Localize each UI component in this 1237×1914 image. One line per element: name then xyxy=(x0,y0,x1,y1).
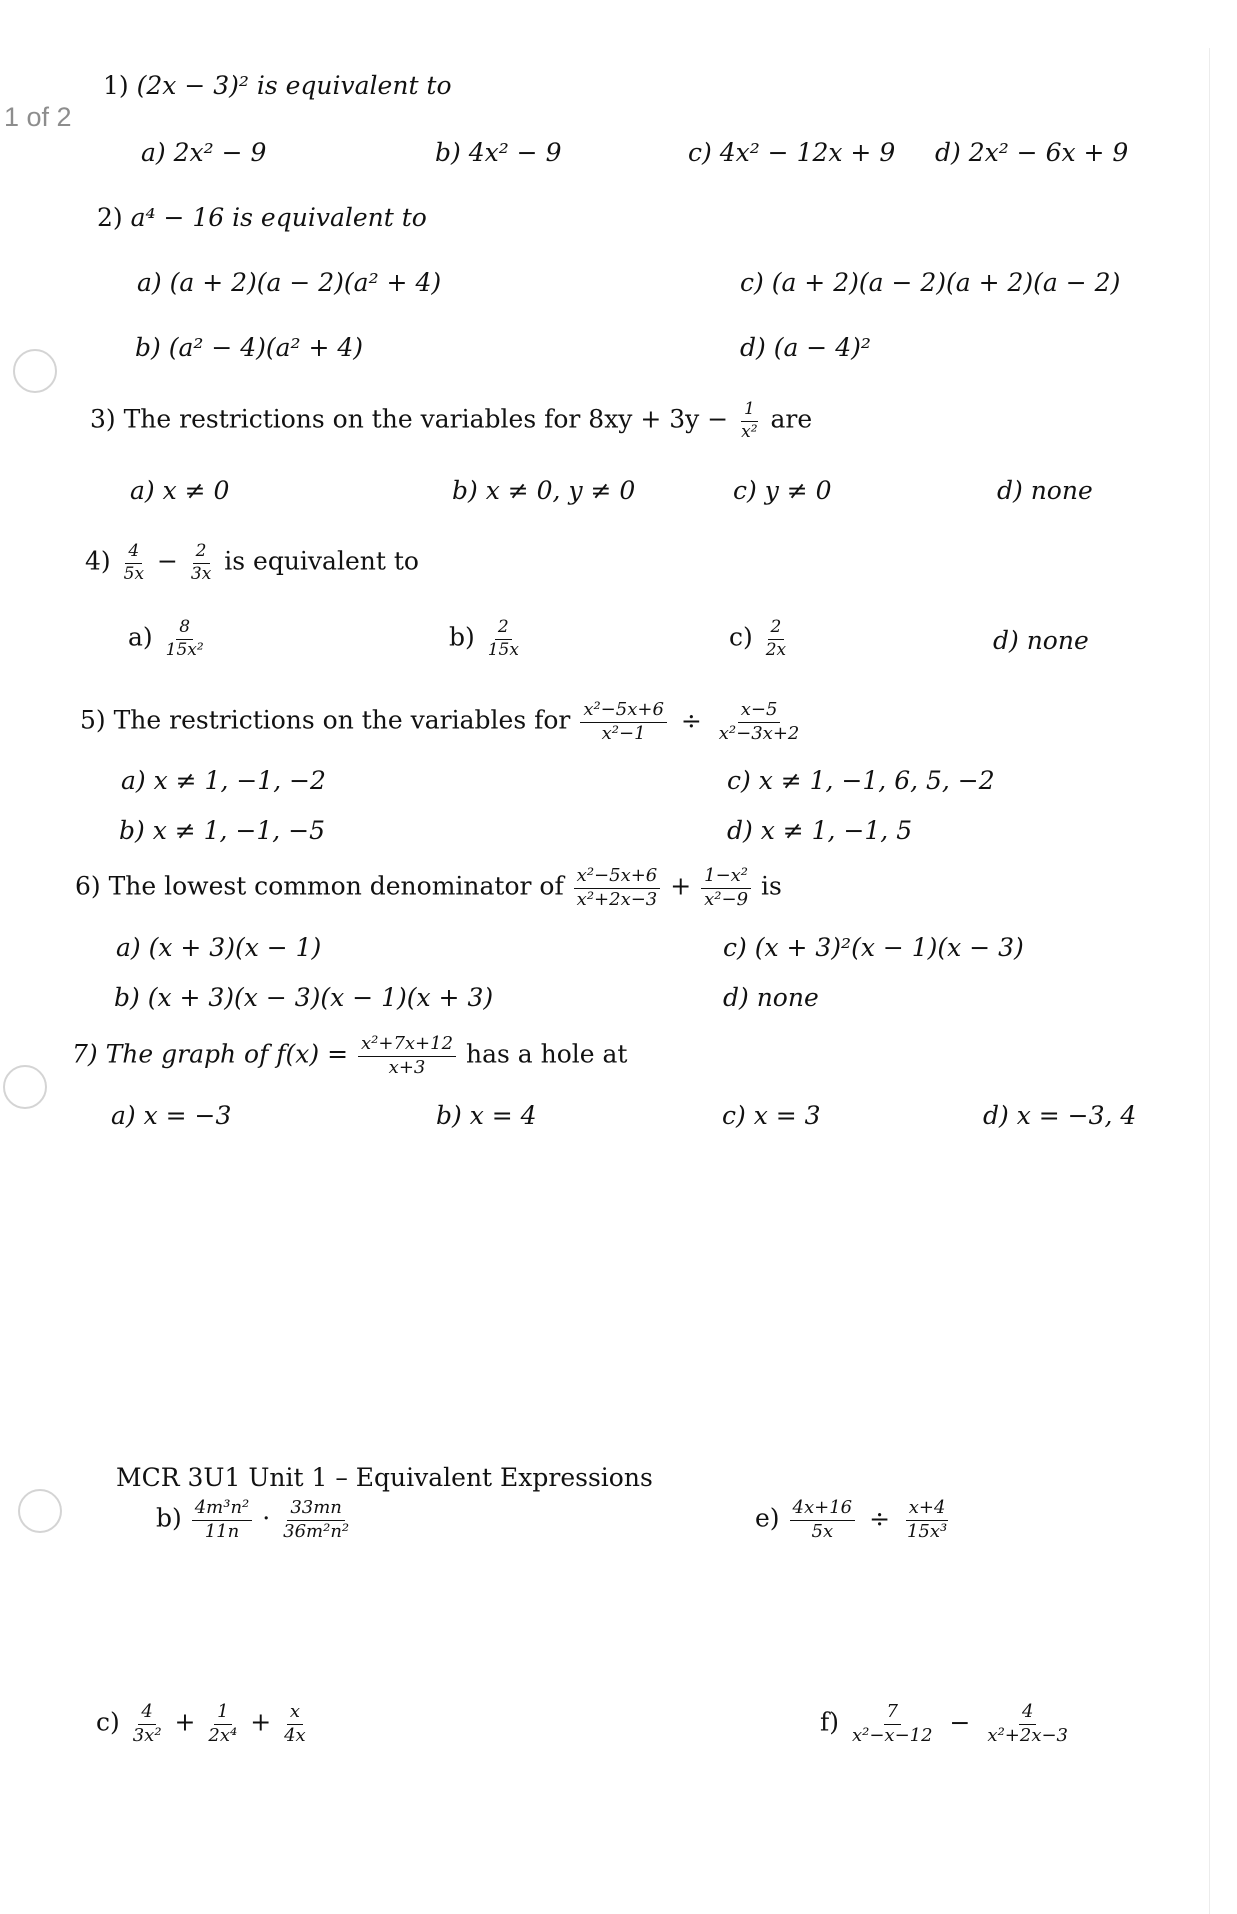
exercise-b-f1-num: 4m³n² xyxy=(192,1498,253,1521)
exercise-e-fraction-2 xyxy=(904,1498,950,1542)
q3-frac-den: x² xyxy=(741,421,758,442)
page-indicator: 1 of 2 xyxy=(4,102,72,132)
q3-option-d[interactable]: d) none xyxy=(997,476,1093,505)
q4-c-label: c) xyxy=(729,622,753,652)
exercise-f xyxy=(820,1702,1073,1746)
q4-number: 4) xyxy=(85,546,111,576)
q1-number: 1) xyxy=(103,71,129,100)
q3-option-b[interactable]: b) x ≠ 0, y ≠ 0 xyxy=(452,476,636,505)
selection-circle-2[interactable] xyxy=(3,1065,47,1109)
q4-option-b[interactable] xyxy=(449,618,524,660)
q7-stem-prefix: 7) The graph of f(x) = xyxy=(72,1039,349,1069)
exercise-f-f1-den: x²−x−12 xyxy=(851,1724,933,1746)
q3-option-a[interactable]: a) x ≠ 0 xyxy=(130,476,230,505)
exercise-e-f2-den: 15x³ xyxy=(906,1520,948,1542)
q1-option-d[interactable]: d) 2x² − 6x + 9 xyxy=(935,138,1129,167)
q2-number: 2) xyxy=(97,203,123,232)
exercise-f-f2-num: 4 xyxy=(1019,1702,1036,1725)
q1-stem-text: (2x − 3)² is equivalent to xyxy=(136,71,452,100)
exercise-b-f2-den: 36m²n² xyxy=(283,1520,350,1542)
q5-option-d[interactable]: d) x ≠ 1, −1, 5 xyxy=(727,816,913,845)
q5-option-b[interactable]: b) x ≠ 1, −1, −5 xyxy=(119,816,326,845)
q5-f1-den: x²−1 xyxy=(601,722,646,744)
q3-fraction xyxy=(738,400,760,442)
q7-stem xyxy=(72,1034,627,1078)
q3-stem xyxy=(90,400,812,442)
q7-fraction xyxy=(358,1034,456,1078)
q5-stem-prefix: 5) The restrictions on the variables for xyxy=(80,705,571,735)
q6-f2-den: x²−9 xyxy=(704,888,749,910)
q7-frac-num: x²+7x+12 xyxy=(358,1034,456,1057)
q4-a-num: 8 xyxy=(176,618,193,640)
exercise-c-f3-num: x xyxy=(287,1702,303,1725)
q2-option-d[interactable]: d) (a − 4)² xyxy=(740,333,871,362)
q7-stem-suffix: has a hole at xyxy=(466,1039,628,1069)
exercise-b-f1-den: 11n xyxy=(204,1520,240,1542)
q6-f1-num: x²−5x+6 xyxy=(574,866,661,889)
q4-b-fraction xyxy=(485,618,522,660)
q3-option-c[interactable]: c) y ≠ 0 xyxy=(733,476,832,505)
unit-heading: MCR 3U1 Unit 1 – Equivalent Expressions xyxy=(116,1463,653,1492)
q6-f1-den: x²+2x−3 xyxy=(576,888,658,910)
selection-circle-3[interactable] xyxy=(18,1489,62,1533)
q6-stem-suffix: is xyxy=(760,871,782,901)
q4-b-num: 2 xyxy=(495,618,512,640)
q7-option-a[interactable]: a) x = −3 xyxy=(111,1101,232,1130)
q4-c-fraction xyxy=(763,618,789,660)
exercise-e-fraction-1 xyxy=(790,1498,856,1542)
exercise-c-fraction-1 xyxy=(130,1702,165,1746)
q4-stem xyxy=(85,542,419,584)
exercise-f-fraction-1 xyxy=(849,1702,936,1746)
exercise-c-fraction-3 xyxy=(281,1702,309,1746)
exercise-e-f1-num: 4x+16 xyxy=(790,1498,856,1521)
exercise-c-label: c) xyxy=(96,1707,120,1737)
q2-option-b[interactable]: b) (a² − 4)(a² + 4) xyxy=(135,333,364,362)
exercise-b-f2-num: 33mn xyxy=(287,1498,345,1521)
q3-frac-num: 1 xyxy=(741,400,758,422)
q3-stem-prefix: 3) The restrictions on the variables for 8xy + 3y − xyxy=(90,404,729,434)
q4-a-label: a) xyxy=(128,622,153,652)
exercise-b-fraction-2 xyxy=(280,1498,352,1542)
q6-fraction-2 xyxy=(701,866,751,910)
q4-fraction-2 xyxy=(188,542,214,584)
exercise-c-operator-2: + xyxy=(250,1707,272,1737)
q5-f1-num: x²−5x+6 xyxy=(580,700,667,723)
document-page xyxy=(0,48,1210,1914)
q1-stem xyxy=(103,73,452,98)
q4-b-label: b) xyxy=(449,622,475,652)
exercise-b-fraction-1 xyxy=(192,1498,253,1542)
exercise-b-label: b) xyxy=(156,1503,182,1533)
q4-option-d[interactable]: d) none xyxy=(993,626,1089,655)
q6-option-d[interactable]: d) none xyxy=(723,983,819,1012)
q6-operator: + xyxy=(670,871,692,901)
exercise-f-fraction-2 xyxy=(984,1702,1071,1746)
q4-f2-den: 3x xyxy=(190,563,212,584)
exercise-e-operator: ÷ xyxy=(869,1503,891,1533)
q7-option-b[interactable]: b) x = 4 xyxy=(436,1101,537,1130)
q2-stem-text: a⁴ − 16 is equivalent to xyxy=(130,203,427,232)
q5-fraction-2 xyxy=(716,700,803,744)
q3-stem-suffix: are xyxy=(770,404,813,434)
q4-option-c[interactable] xyxy=(729,618,791,660)
q4-stem-suffix: is equivalent to xyxy=(224,546,419,576)
q4-operator: − xyxy=(156,546,178,576)
q4-fraction-1 xyxy=(121,542,147,584)
q4-f1-num: 4 xyxy=(125,542,142,564)
exercise-b xyxy=(156,1498,354,1542)
exercise-f-f2-den: x²+2x−3 xyxy=(987,1724,1069,1746)
q5-operator: ÷ xyxy=(680,705,702,735)
q5-option-a[interactable]: a) x ≠ 1, −1, −2 xyxy=(121,766,326,795)
q6-stem xyxy=(75,866,782,910)
q4-b-den: 15x xyxy=(487,639,519,660)
top-band xyxy=(0,0,1237,48)
q6-option-a[interactable]: a) (x + 3)(x − 1) xyxy=(116,933,322,962)
q6-f2-num: 1−x² xyxy=(701,866,751,889)
exercise-f-f1-num: 7 xyxy=(884,1702,901,1725)
q5-option-c[interactable]: c) x ≠ 1, −1, 6, 5, −2 xyxy=(727,766,995,795)
q7-option-c[interactable]: c) x = 3 xyxy=(722,1101,821,1130)
q4-option-a[interactable] xyxy=(128,618,209,660)
exercise-c xyxy=(96,1702,311,1746)
q6-stem-prefix: 6) The lowest common denominator of xyxy=(75,871,564,901)
q1-option-c[interactable]: c) 4x² − 12x + 9 xyxy=(688,138,896,167)
exercise-f-label: f) xyxy=(820,1707,840,1737)
q7-frac-den: x+3 xyxy=(388,1056,426,1078)
exercise-c-operator-1: + xyxy=(174,1707,196,1737)
q2-option-a[interactable]: a) (a + 2)(a − 2)(a² + 4) xyxy=(137,268,442,297)
q1-option-a[interactable]: a) 2x² − 9 xyxy=(141,138,267,167)
q4-f1-den: 5x xyxy=(123,563,145,584)
exercise-e-f1-den: 5x xyxy=(811,1520,834,1542)
q5-f2-num: x−5 xyxy=(738,700,781,723)
exercise-c-fraction-2 xyxy=(205,1702,240,1746)
q4-c-den: 2x xyxy=(765,639,787,660)
exercise-c-f2-den: 2x⁴ xyxy=(208,1724,238,1746)
q5-stem xyxy=(80,700,804,744)
q6-option-b[interactable]: b) (x + 3)(x − 3)(x − 1)(x + 3) xyxy=(114,983,494,1012)
exercise-f-operator: − xyxy=(949,1707,971,1737)
q4-a-fraction xyxy=(163,618,207,660)
q1-option-b[interactable]: b) 4x² − 9 xyxy=(435,138,562,167)
q6-option-c[interactable]: c) (x + 3)²(x − 1)(x − 3) xyxy=(723,933,1024,962)
exercise-e-label: e) xyxy=(755,1503,780,1533)
q4-a-den: 15x² xyxy=(165,639,204,660)
selection-circle-1[interactable] xyxy=(13,349,57,393)
exercise-c-f3-den: 4x xyxy=(284,1724,306,1746)
q2-stem xyxy=(97,205,427,230)
exercise-c-f2-num: 1 xyxy=(214,1702,231,1725)
q5-f2-den: x²−3x+2 xyxy=(718,722,800,744)
q4-c-num: 2 xyxy=(768,618,785,640)
exercise-e-f2-num: x+4 xyxy=(906,1498,949,1521)
q6-fraction-1 xyxy=(574,866,661,910)
exercise-b-operator: · xyxy=(262,1503,271,1533)
q2-option-c[interactable]: c) (a + 2)(a − 2)(a + 2)(a − 2) xyxy=(740,268,1121,297)
exercise-e xyxy=(755,1498,952,1542)
exercise-c-f1-num: 4 xyxy=(138,1702,155,1725)
q4-f2-num: 2 xyxy=(193,542,210,564)
q7-option-d[interactable]: d) x = −3, 4 xyxy=(983,1101,1137,1130)
q5-fraction-1 xyxy=(580,700,667,744)
exercise-c-f1-den: 3x² xyxy=(132,1724,162,1746)
